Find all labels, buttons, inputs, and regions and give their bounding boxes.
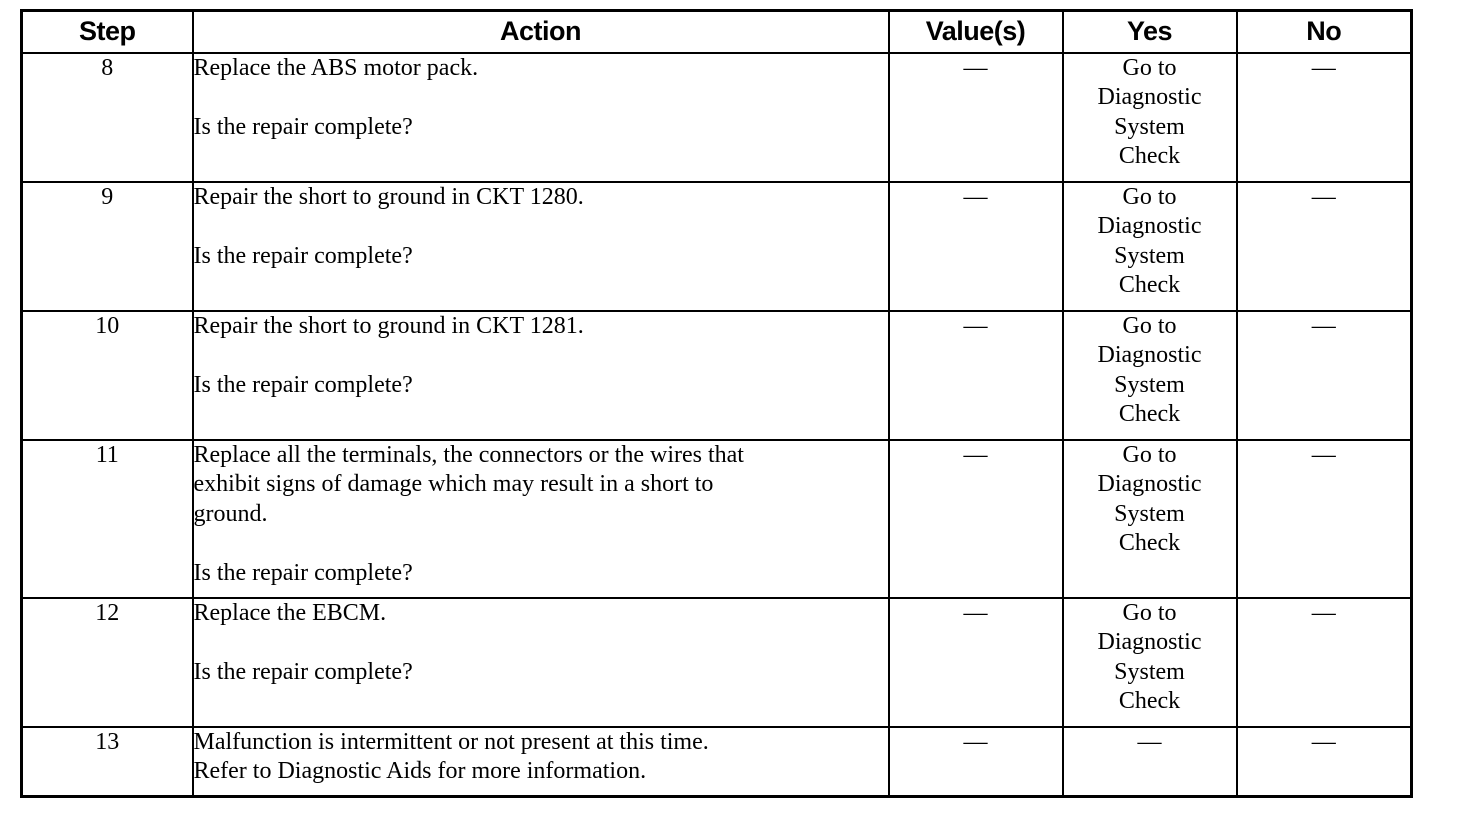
step-cell: 12	[22, 598, 193, 727]
no-cell: —	[1237, 727, 1412, 797]
action-cell	[193, 727, 889, 797]
action-text: exhibit signs of damage which may result in a short to	[193, 471, 714, 497]
question-text: Is the repair complete?	[193, 371, 413, 398]
action-text: Repair the short to ground in CKT 1281.	[193, 312, 584, 339]
yes-text: Go to	[1122, 312, 1177, 339]
yes-text: Check	[1118, 143, 1181, 169]
yes-cell	[1063, 311, 1237, 440]
yes-text: System	[1114, 658, 1185, 685]
action-cell	[193, 311, 889, 440]
header-no: No	[1237, 11, 1412, 53]
no-cell: —	[1237, 598, 1412, 727]
action-text: ground.	[193, 500, 268, 527]
question-text: Is the repair complete?	[193, 113, 413, 140]
action-cell	[193, 440, 889, 598]
step-cell: 9	[22, 182, 193, 311]
table-row	[22, 311, 1412, 440]
yes-text: Diagnostic	[1097, 342, 1202, 368]
yes-text: Diagnostic	[1097, 629, 1202, 655]
yes-text: Diagnostic	[1097, 84, 1202, 110]
action-cell	[193, 182, 889, 311]
step-cell: 8	[22, 53, 193, 182]
value-cell: —	[889, 311, 1063, 440]
value-cell: —	[889, 440, 1063, 598]
yes-cell	[1063, 182, 1237, 311]
no-cell: —	[1237, 440, 1412, 598]
question-text: Is the repair complete?	[193, 242, 413, 269]
yes-text: Go to	[1122, 54, 1177, 81]
yes-text: Go to	[1122, 599, 1177, 626]
yes-cell	[1063, 440, 1237, 598]
value-cell: —	[889, 53, 1063, 182]
action-text: Malfunction is intermittent or not present at this time.	[193, 728, 709, 755]
yes-cell	[1063, 598, 1237, 727]
action-cell	[193, 53, 889, 182]
header-yes: Yes	[1063, 11, 1237, 53]
step-cell: 10	[22, 311, 193, 440]
diagnostic-table	[20, 9, 1413, 798]
value-cell: —	[889, 727, 1063, 797]
yes-text: Check	[1118, 530, 1181, 556]
action-text: Refer to Diagnostic Aids for more information.	[193, 758, 647, 784]
table-header-row	[22, 11, 1412, 53]
yes-text: Diagnostic	[1097, 471, 1202, 497]
yes-text: Check	[1118, 688, 1181, 714]
table-row	[22, 53, 1412, 182]
header-values: Value(s)	[889, 11, 1063, 53]
yes-text: System	[1114, 113, 1185, 140]
value-cell: —	[889, 598, 1063, 727]
yes-text: Check	[1118, 272, 1181, 298]
yes-text: Diagnostic	[1097, 213, 1202, 239]
yes-text: —	[1137, 728, 1162, 755]
step-cell: 11	[22, 440, 193, 598]
yes-cell	[1063, 53, 1237, 182]
table-row	[22, 440, 1412, 598]
table-row	[22, 598, 1412, 727]
value-cell: —	[889, 182, 1063, 311]
no-cell: —	[1237, 182, 1412, 311]
step-cell: 13	[22, 727, 193, 797]
yes-text: System	[1114, 500, 1185, 527]
question-text: Is the repair complete?	[193, 658, 413, 685]
yes-text: Go to	[1122, 441, 1177, 468]
header-action: Action	[193, 11, 889, 53]
table-row	[22, 727, 1412, 797]
yes-text: System	[1114, 371, 1185, 398]
yes-text: Check	[1118, 401, 1181, 427]
no-cell: —	[1237, 53, 1412, 182]
table-row	[22, 182, 1412, 311]
action-text: Replace the ABS motor pack.	[193, 54, 479, 81]
action-text: Replace the EBCM.	[193, 599, 387, 626]
no-cell: —	[1237, 311, 1412, 440]
yes-text: Go to	[1122, 183, 1177, 210]
action-text: Replace all the terminals, the connectors or the wires that	[193, 441, 744, 468]
yes-text: System	[1114, 242, 1185, 269]
question-text: Is the repair complete?	[193, 559, 413, 586]
header-step: Step	[22, 11, 193, 53]
action-text: Repair the short to ground in CKT 1280.	[193, 183, 584, 210]
action-cell	[193, 598, 889, 727]
yes-cell	[1063, 727, 1237, 797]
